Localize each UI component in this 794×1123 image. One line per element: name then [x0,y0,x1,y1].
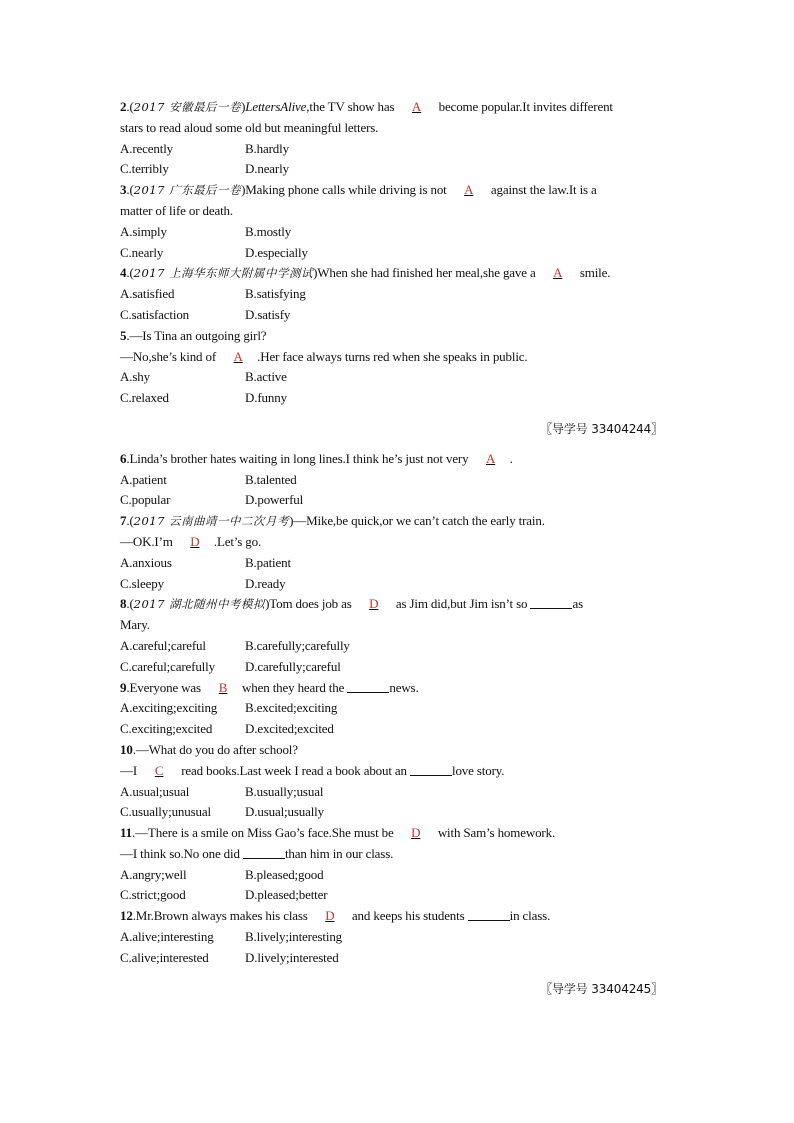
question-stem [120,326,665,347]
question-stem [120,678,665,699]
answer-blank: D [325,908,335,924]
stem-text: news. [389,679,419,695]
answer-blank: A [464,182,474,198]
stem-text: with Sam’s homework. [434,825,556,841]
stem-text: )When she had finished her meal,she gave a [313,265,539,281]
answer-blank: D [190,533,200,549]
option-a: A.usual;usual [120,783,190,799]
question-source: 2017 云南曲靖一中二次月考 [133,514,290,529]
option-d: D.nearly [245,161,289,177]
option-c: C.satisfaction [120,306,190,322]
question-source: 2017 湖北随州中考模拟 [133,597,266,612]
question-number: 5 [120,327,127,343]
option-d: D.usual;usually [245,804,324,820]
option-b: B.satisfying [245,286,306,302]
stem-continuation [120,844,665,865]
stem-continuation: matter of life or death. [120,202,233,218]
option-d: D.especially [245,244,308,260]
option-d: D.ready [245,575,286,591]
show-title: LettersAlive [245,99,307,114]
option-b: B.hardly [245,140,289,156]
stem-text: —I think so.No one did [120,845,243,861]
question-number: 4 [120,265,127,281]
option-a: A.shy [120,369,150,385]
question-10 [120,740,665,823]
stem-text: read books.Last week I read a book about an [178,762,410,778]
question-stem [120,97,665,118]
stem-continuation [120,761,665,782]
option-c: C.nearly [120,244,164,260]
options-row [120,719,665,740]
options-row [120,159,665,180]
question-number: 11 [120,825,132,841]
stem-text: —I [120,762,141,778]
question-stem [120,511,665,532]
stem-text: .Let’s go. [213,533,262,549]
stem-text: against the law.It is a [487,182,597,198]
options-row [120,885,665,906]
paren-open: .( [126,596,134,612]
option-d: D.lively;interested [245,949,339,965]
stem-text: —No,she’s kind of [120,348,220,364]
question-source: 2017 广东最后一卷 [133,183,242,198]
option-a: A.recently [120,140,174,156]
option-c: C.alive;interested [120,949,209,965]
option-a: A.satisfied [120,286,175,302]
question-8 [120,594,665,677]
option-d: D.powerful [245,492,304,508]
option-c: C.relaxed [120,390,169,406]
question-6 [120,449,665,511]
option-a: A.careful;careful [120,637,206,653]
question-source: 2017 安徽最后一卷 [133,100,242,114]
answer-blank: A [411,99,422,114]
options-row [120,865,665,886]
paren-open: .( [126,513,134,529]
empty-blank [347,680,389,693]
option-c: C.careful;carefully [120,658,215,674]
option-b: B.carefully;carefully [245,637,350,653]
paren-close: ) [241,99,246,114]
question-stem [120,740,665,761]
options-row [120,243,665,264]
stem-text: .Everyone was [126,679,205,695]
option-c: C.popular [120,492,171,508]
stem-text: .—What do you do after school? [132,741,298,757]
stem-continuation [120,347,665,368]
worksheet [120,97,665,999]
answer-blank: A [485,450,496,466]
option-b: B.mostly [245,223,292,239]
stem-text: become popular.It invites different [435,99,613,114]
options-row [120,553,665,574]
empty-blank [468,908,510,921]
option-c: C.sleepy [120,575,164,591]
stem-text: when they heard the [242,679,348,695]
option-a: A.exciting;exciting [120,700,218,716]
stem-text: as [572,596,584,612]
guide-number: 〖导学号 33404244〗 [540,421,663,436]
stem-text: .Linda’s brother hates waiting in long lines.I think he’s just not very [126,450,472,466]
option-d: D.pleased;better [245,887,328,903]
question-5 [120,326,665,409]
guide-number: 〖导学号 33404245〗 [540,981,663,996]
stem-text: than him in our class. [284,845,394,861]
option-b: B.active [245,369,287,385]
empty-blank [243,846,285,859]
options-row [120,636,665,657]
stem-text: smile. [576,265,611,281]
option-d: D.carefully;careful [245,658,341,674]
option-d: D.satisfy [245,306,291,322]
stem-text: in class. [509,908,551,924]
options-row [120,284,665,305]
answer-blank: D [369,596,379,612]
options-row [120,490,665,511]
question-11 [120,823,665,906]
stem-text: )Tom does job as [265,596,355,612]
options-row [120,698,665,719]
question-number: 9 [120,679,127,695]
stem-continuation [120,532,665,553]
stem-text: .Her face always turns red when she speaks in public. [257,348,528,364]
options-row [120,782,665,803]
stem-text: .Mr.Brown always makes his class [132,908,311,924]
options-row [120,657,665,678]
options-row [120,470,665,491]
answer-blank: B [218,679,228,695]
question-source: 2017 上海华东师大附属中学测试 [133,266,314,281]
option-b: B.pleased;good [245,866,324,882]
options-row [120,802,665,823]
option-d: D.excited;excited [245,721,334,737]
paren-open: .( [126,265,134,281]
question-stem [120,263,665,284]
options-row [120,574,665,595]
question-number: 6 [120,450,127,466]
question-7 [120,511,665,594]
option-a: A.anxious [120,554,172,570]
paren-open: .( [126,182,134,198]
option-c: C.usually;unusual [120,804,211,820]
options-row [120,927,665,948]
option-c: C.terribly [120,161,169,177]
option-c: C.exciting;excited [120,721,213,737]
question-number: 3 [120,182,127,198]
question-number: 7 [120,513,127,529]
stem-text: )Making phone calls while driving is not [241,182,450,198]
option-b: B.patient [245,554,291,570]
question-stem [120,906,665,927]
answer-blank: D [411,825,421,841]
question-12 [120,906,665,968]
options-row [120,367,665,388]
question-number: 12 [120,908,133,924]
stem-text: .—Is Tina an outgoing girl? [126,327,267,343]
option-c: C.strict;good [120,887,186,903]
option-d: D.funny [245,390,287,406]
options-row [120,388,665,409]
options-row [120,139,665,160]
answer-blank: A [553,265,563,281]
option-a: A.patient [120,471,167,487]
option-a: A.angry;well [120,866,187,882]
empty-blank [410,763,452,776]
question-number: 10 [120,741,133,757]
option-b: B.excited;exciting [245,700,338,716]
options-row [120,948,665,969]
question-stem [120,180,665,201]
question-2 [120,97,665,180]
question-3 [120,180,665,263]
option-b: B.usually;usual [245,783,324,799]
question-4 [120,263,665,325]
option-a: A.simply [120,223,167,239]
options-row [120,305,665,326]
stem-text: )—Mike,be quick,or we can’t catch the early train. [289,513,545,529]
question-stem [120,449,665,470]
stem-text: ,the TV show has [306,99,398,114]
stem-text: —OK.I’m [120,533,176,549]
option-b: B.talented [245,471,297,487]
paren-open: .( [126,99,134,114]
stem-text: as Jim did,but Jim isn’t so [392,596,531,612]
stem-continuation: Mary. [120,617,150,633]
empty-blank [530,596,572,609]
stem-continuation: stars to read aloud some old but meaningful letters. [120,119,379,135]
question-number: 2 [120,99,127,114]
question-stem [120,823,665,844]
stem-text: .—There is a smile on Miss Gao’s face.She must be [131,825,397,841]
question-stem [120,594,665,615]
answer-blank: C [154,762,164,778]
question-number: 8 [120,596,127,612]
option-a: A.alive;interesting [120,929,214,945]
option-b: B.lively;interesting [245,929,343,945]
stem-text: love story. [452,762,505,778]
answer-blank: A [233,348,243,364]
question-9 [120,678,665,740]
stem-text: . [509,450,513,466]
stem-text: and keeps his students [348,908,468,924]
options-row [120,222,665,243]
